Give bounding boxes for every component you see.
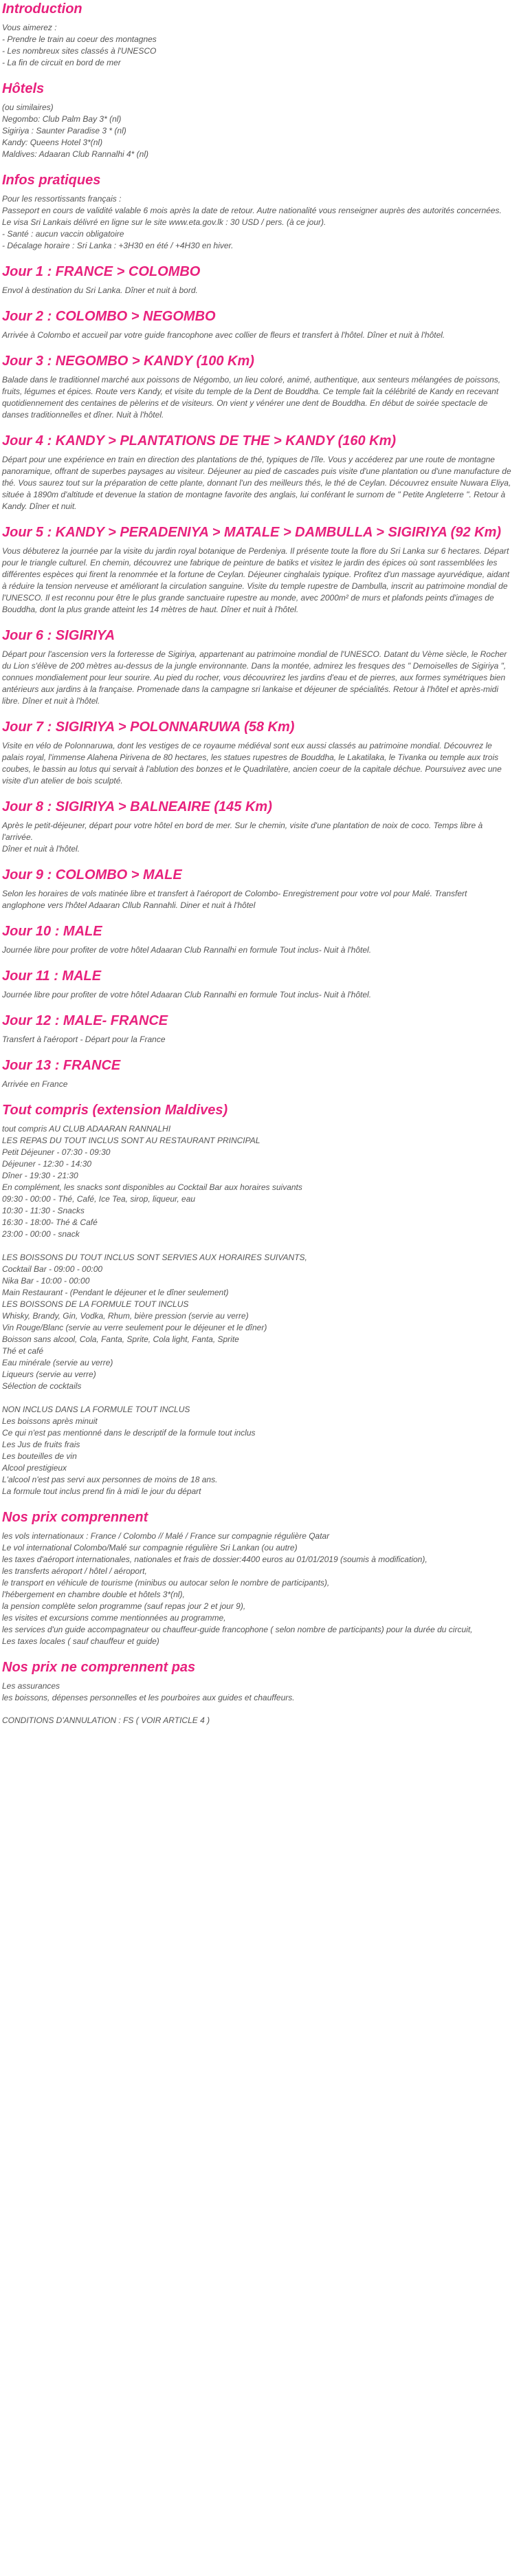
text-line: les services d'un guide accompagnateur ou chauffeur-guide francophone ( selon nombre de participants) pour la durée du circuit, (2, 1625, 473, 1634)
text-line: NON INCLUS DANS LA FORMULE TOUT INCLUS (2, 1405, 190, 1414)
section (2, 352, 511, 421)
section-title: Jour 12 : MALE- FRANCE (2, 1013, 168, 1028)
text-line: Le vol international Colombo/Malé sur compagnie régulière Sri Lankan (ou autre) (2, 1543, 298, 1552)
section-title: Jour 1 : FRANCE > COLOMBO (2, 264, 201, 279)
section-body (2, 1530, 511, 1647)
section-title: Jour 9 : COLOMBO > MALE (2, 867, 182, 883)
section-body (2, 22, 511, 69)
text-line: LES REPAS DU TOUT INCLUS SONT AU RESTAURANT PRINCIPAL (2, 1136, 260, 1145)
section (2, 307, 511, 341)
section-body (2, 888, 511, 911)
text-line: Départ pour une expérience en train en direction des plantations de thé, typiques de l'île. Vous y accéderez par une route de montagne panoramique, offrant de superbes paysages au visiteur. Déjeuner au pied de cascades puis visite d'une plantation ou d'une manufacture de thé. Vous saurez tout sur la préparation de cette plante, donnant l'un des meilleurs thés, le thé de Ceylan. Découvrez ensuite Nuwara Eliya, située à 1890m d'altitude et devenue la station de montagne favorite des anglais, lui conférant le surnom de " Petite Angleterre ". Retour à Kandy. Dîner et nuit. (2, 455, 511, 511)
section-title: Introduction (2, 1, 82, 17)
section (2, 171, 511, 252)
text-line: Après le petit-déjeuner, départ pour votre hôtel en bord de mer. Sur le chemin, visite d'une plantation de noix de coco. Temps libre à l'arrivée. (2, 821, 483, 842)
section-body (2, 1034, 511, 1046)
text-line: Petit Déjeuner - 07:30 - 09:30 (2, 1147, 111, 1157)
section-body (2, 329, 511, 341)
section-title: Jour 13 : FRANCE (2, 1058, 121, 1073)
text-line: Les bouteilles de vin (2, 1451, 77, 1461)
text-line: Transfert à l'aéroport - Départ pour la France (2, 1035, 166, 1044)
section-body (2, 1123, 511, 1497)
text-line: Les Jus de fruits frais (2, 1440, 80, 1449)
section-title: Jour 4 : KANDY > PLANTATIONS DE THE > KANDY (160 Km) (2, 433, 397, 448)
text-line: 10:30 - 11:30 - Snacks (2, 1206, 85, 1215)
text-line: Le visa Sri Lankais délivré en ligne sur le site www.eta.gov.lk : 30 USD / pers. (à ce jour). (2, 217, 326, 227)
text-line: Les taxes locales ( sauf chauffeur et guide) (2, 1636, 159, 1646)
text-line: En complément, les snacks sont disponibles au Cocktail Bar aux horaires suivants (2, 1182, 302, 1192)
text-line: Les boissons après minuit (2, 1416, 98, 1426)
text-line: - Santé : aucun vaccin obligatoire (2, 229, 124, 239)
text-line: Journée libre pour profiter de votre hôtel Adaaran Club Rannalhi en formule Tout inclus- Nuit à l'hôtel. (2, 990, 372, 999)
text-line: les vols internationaux : France / Colombo // Malé / France sur compagnie régulière Qatar (2, 1531, 330, 1541)
section-title: Jour 7 : SIGIRIYA > POLONNARUWA (58 Km) (2, 719, 295, 735)
text-line: Ce qui n'est pas mentionné dans le descriptif de la formule tout inclus (2, 1428, 256, 1438)
section-title: Jour 3 : NEGOMBO > KANDY (100 Km) (2, 354, 254, 369)
text-line: Vin Rouge/Blanc (servie au verre seulement pour le déjeuner et le dîner) (2, 1323, 267, 1332)
section-title: Infos pratiques (2, 173, 101, 188)
text-line: 16:30 - 18:00- Thé & Café (2, 1217, 98, 1227)
section (2, 1658, 511, 1704)
text-line: Cocktail Bar - 09:00 - 00:00 (2, 1264, 103, 1274)
text-line: LES BOISSONS DU TOUT INCLUS SONT SERVIES AUX HORAIRES SUIVANTS, (2, 1253, 307, 1262)
text-line: Passeport en cours de validité valable 6 mois après la date de retour. Autre nationalité vous renseigner auprès des autorités concernées. (2, 206, 502, 215)
text-line: l'hébergement en chambre double et hôtels 3*(nl), (2, 1590, 185, 1599)
cancellation-conditions: CONDITIONS D'ANNULATION : FS ( VOIR ARTICLE 4 ) (2, 1715, 210, 1725)
blank-line (2, 1392, 511, 1404)
section-body (2, 454, 511, 512)
text-line: Arrivée à Colombo et accueil par votre guide francophone avec collier de fleurs et transfert à l'hôtel. Dîner et nuit à l'hôtel. (2, 330, 445, 340)
text-line: LES BOISSONS DE LA FORMULE TOUT INCLUS (2, 1299, 189, 1309)
section-title: Nos prix ne comprennent pas (2, 1660, 196, 1675)
section (2, 718, 511, 787)
text-line: Liqueurs (servie au verre) (2, 1370, 96, 1379)
section-body (2, 374, 511, 421)
text-line: les taxes d'aéroport internationales, nationales et frais de dossier:4400 euros au 01/01/2019 (soumis à modification), (2, 1555, 428, 1564)
section-title: Jour 6 : SIGIRIYA (2, 628, 115, 643)
section-body (2, 193, 511, 252)
text-line: Nika Bar - 10:00 - 00:00 (2, 1276, 90, 1286)
text-line: - Prendre le train au coeur des montagnes (2, 34, 157, 44)
section (2, 922, 511, 956)
text-line: Main Restaurant - (Pendant le déjeuner et le dîner seulement) (2, 1288, 229, 1297)
text-line: le transport en véhicule de tourisme (minibus ou autocar selon le nombre de participants), (2, 1578, 330, 1588)
section-body (2, 285, 511, 296)
section-title: Jour 5 : KANDY > PERADENIYA > MATALE > DAMBULLA > SIGIRIYA (92 Km) (2, 525, 502, 540)
text-line: Journée libre pour profiter de votre hôtel Adaaran Club Rannalhi en formule Tout inclus- Nuit à l'hôtel. (2, 945, 372, 955)
text-line: Visite en vélo de Polonnaruwa, dont les vestiges de ce royaume médiéval sont eux aussi classés au patrimoine mondial. Découvrez le palais royal, l'immense Alahena Pirivena de 80 hectares, les statues rupestres de Bouddha, le Lakatilaka, le Tivanka ou temple aux trois coubes, le bassin au lotus qui servait à l'ablution des bonzes et le Quadrilatère, ancien coeur de la capitale déchue. Poursuivez avec une visite d'un atelier de bois sculpté. (2, 741, 502, 786)
text-line: Arrivée en France (2, 1079, 68, 1089)
text-line: La formule tout inclus prend fin à midi le jour du départ (2, 1486, 201, 1496)
section (2, 1508, 511, 1647)
section (2, 866, 511, 911)
text-line: L'alcool n'est pas servi aux personnes de moins de 18 ans. (2, 1475, 218, 1484)
text-line: 09:30 - 00:00 - Thé, Café, Ice Tea, sirop, liqueur, eau (2, 1194, 196, 1204)
text-line: Kandy: Queens Hotel 3*(nl) (2, 138, 103, 147)
section-title: Jour 8 : SIGIRIYA > BALNEAIRE (145 Km) (2, 799, 272, 814)
text-line: Balade dans le traditionnel marché aux poissons de Négombo, un lieu coloré, animé, authentique, aux senteurs mélangées de poissons, fruits, légumes et épices. Route vers Kandy, et visite du temple de la Dent de Bouddha. Ce temple fait la célébrité de Kandy en recevant quotidiennement des centaines de pèlerins et de visiteurs. On vient y vénérer une dent de Bouddha. En début de soirée spectacle de danses traditionnelles et dîner. Nuit à l'hôtel. (2, 375, 501, 420)
section-body (2, 649, 511, 707)
section-body (2, 820, 511, 855)
text-line: tout compris AU CLUB ADAARAN RANNALHI (2, 1124, 171, 1134)
text-line: Vous aimerez : (2, 23, 57, 32)
section-body (2, 989, 511, 1001)
text-line: Pour les ressortissants français : (2, 194, 122, 204)
section (2, 798, 511, 855)
section-body (2, 545, 511, 616)
text-line: (ou similaires) (2, 102, 54, 112)
section-body (2, 740, 511, 787)
text-line: Sigiriya : Saunter Paradise 3 * (nl) (2, 126, 126, 136)
text-line: Dîner et nuit à l'hôtel. (2, 844, 80, 854)
text-line: Boisson sans alcool, Cola, Fanta, Sprite, Cola light, Fanta, Sprite (2, 1334, 239, 1344)
section (2, 80, 511, 160)
section-body (2, 1680, 511, 1704)
section-title: Jour 10 : MALE (2, 924, 102, 939)
text-line: les boissons, dépenses personnelles et les pourboires aux guides et chauffeurs. (2, 1693, 295, 1702)
section (2, 523, 511, 616)
text-line: Selon les horaires de vols matinée libre et transfert à l'aéroport de Colombo- Enregistrement pour votre vol pour Malé. Transfert anglophone vers l'hôtel Adaaran Cllub Rannahli. Diner et nuit à l'hôtel (2, 889, 467, 910)
sections-container (2, 0, 511, 1704)
section-body (2, 944, 511, 956)
blank-line (2, 1240, 511, 1252)
section (2, 967, 511, 1001)
text-line: les transferts aéroport / hôtel / aéroport, (2, 1566, 147, 1576)
section-title: Jour 11 : MALE (2, 968, 102, 984)
text-line: Thé et café (2, 1346, 44, 1356)
text-line: Negombo: Club Palm Bay 3* (nl) (2, 114, 122, 124)
text-line: Vous débuterez la journée par la visite du jardin royal botanique de Perdeniya. Il présente toute la flore du Sri Lanka sur 6 hectares. Départ pour le triangle culturel. En chemin, découvrez une fabrique de peinture de batiks et visitez le jardin des épices où sont rassemblées les différentes espèces qui firent la renommée et la fortune de Ceylan. Déjeuner cinghalais typique. Profitez d'un massage ayurvédique, aidant à réduire la tension nerveuse et améliorant la circulation sanguine. Visite du temple rupestre de Dambulla, inscrit au patrimoine mondial de l'UNESCO. Il est reconnu pour être le plus grande sanctuaire rupestre au monde, avec 2000m² de murs et plafonds peints d'images de Bouddha, dont la plus grande atteint les 14 mètres de haut. Dîner et nuit à l'hôtel. (2, 546, 510, 614)
text-line: Whisky, Brandy, Gin, Vodka, Rhum, bière pression (servie au verre) (2, 1311, 249, 1321)
section (2, 432, 511, 512)
section (2, 1012, 511, 1046)
text-line: Départ pour l'ascension vers la forteresse de Sigiriya, appartenant au patrimoine mondial de l'UNESCO. Datant du Vème siècle, le Rocher du Lion s'élève de 200 mètres au-dessus de la jungle environnante. Dans la montée, admirez les fresques des " Demoiselles de Sigiriya ", connues mondialement pour leur sourire. Au pied du rocher, vous découvrirez les jardins d'eau et de pierres, aux formes symétriques bien antérieurs aux jardins à la française. Promenade dans la campagne sri lankaise et déjeuner de spécialités. Retour à l'hôtel et après-midi libre. Dîner et nuit à l'hôtel. (2, 649, 507, 706)
section (2, 263, 511, 296)
text-line: 23:00 - 00:00 - snack (2, 1229, 80, 1239)
text-line: Envol à destination du Sri Lanka. Dîner et nuit à bord. (2, 285, 198, 295)
section-title: Jour 2 : COLOMBO > NEGOMBO (2, 309, 216, 324)
text-line: Maldives: Adaaran Club Rannalhi 4* (nl) (2, 149, 148, 159)
section-title: Nos prix comprennent (2, 1510, 148, 1525)
section (2, 1057, 511, 1090)
section (2, 627, 511, 707)
section-body (2, 102, 511, 160)
text-line: Eau minérale (servie au verre) (2, 1358, 113, 1367)
text-line: - Les nombreux sites classés à l'UNESCO (2, 46, 157, 56)
section-body (2, 1079, 511, 1090)
section (2, 1101, 511, 1497)
text-line: la pension complète selon programme (sauf repas jour 2 et jour 9), (2, 1601, 246, 1611)
text-line: - La fin de circuit en bord de mer (2, 58, 121, 67)
text-line: - Décalage horaire : Sri Lanka : +3H30 en été / +4H30 en hiver. (2, 241, 234, 250)
text-line: Sélection de cocktails (2, 1381, 82, 1391)
section-title: Tout compris (extension Maldives) (2, 1103, 228, 1118)
text-line: Déjeuner - 12:30 - 14:30 (2, 1159, 92, 1169)
text-line: les visites et excursions comme mentionnées au programme, (2, 1613, 226, 1623)
text-line: Alcool prestigieux (2, 1463, 67, 1473)
section-title: Hôtels (2, 81, 45, 96)
text-line: Les assurances (2, 1681, 60, 1691)
section (2, 0, 511, 69)
text-line: Dîner - 19:30 - 21:30 (2, 1171, 78, 1180)
